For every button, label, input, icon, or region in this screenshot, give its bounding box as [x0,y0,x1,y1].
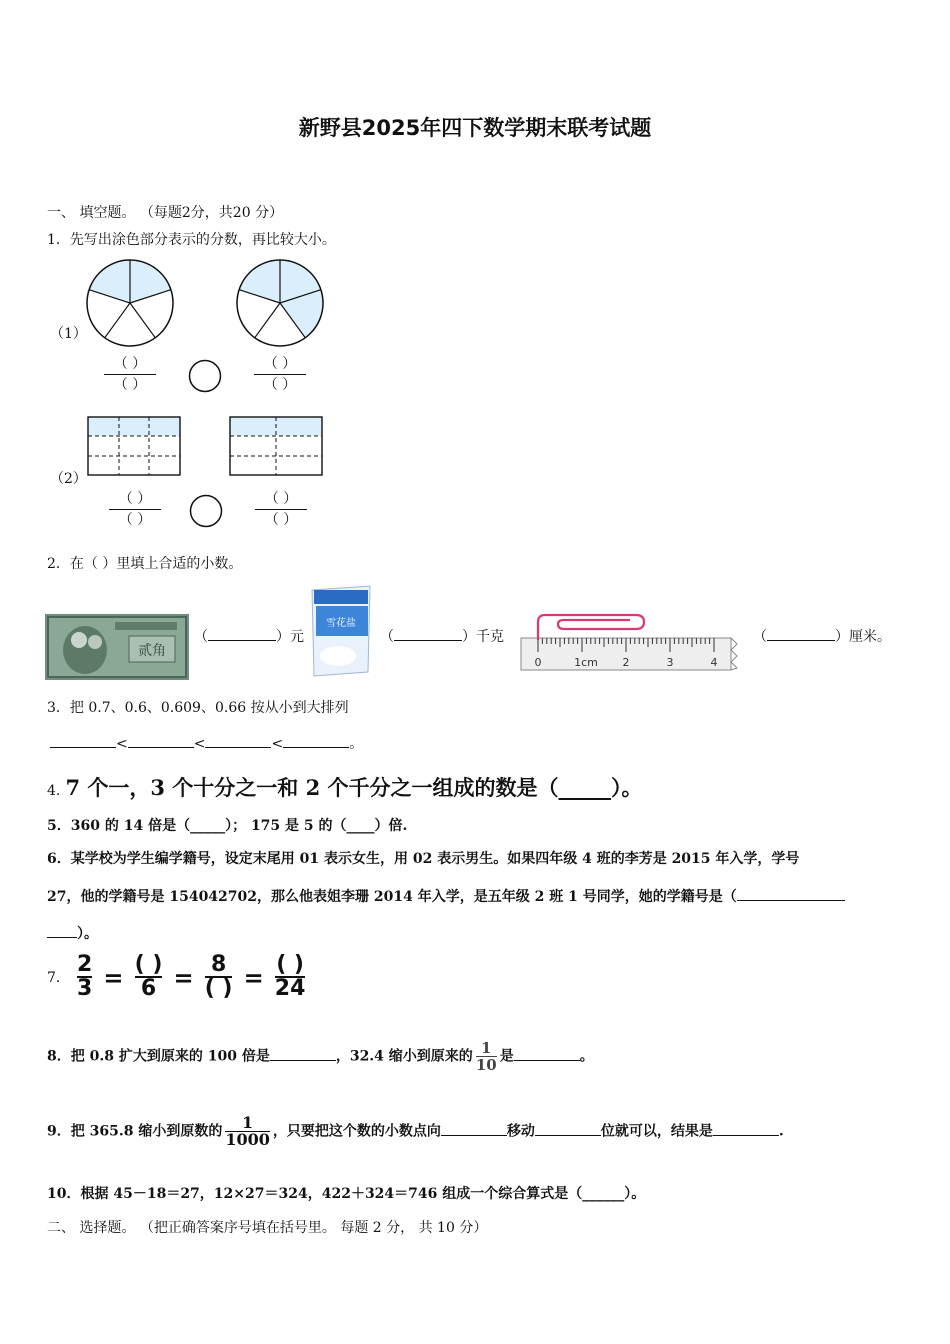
question-1-label-1: （1） [50,326,87,342]
paperclip [538,615,644,640]
blank-kg[interactable]: （ ）千克 [380,629,504,645]
ruler-tick-label: 2 [622,656,630,669]
question-6-line-1: 6．某学校为学生编学籍号，设定末尾用 01 表示女生，用 02 表示男生。如果四年级 4 班的李芳是 2015 年入学，学号 [47,851,800,867]
page-title: 新野县2025年四下数学期末联考试题 [298,116,652,140]
fraction-blank[interactable]: （ ） （ ） [102,355,158,394]
question-9-blank-2[interactable] [535,1135,601,1136]
compare-circle[interactable] [188,493,224,529]
q8-fraction: $\frac{1}{10}$ [475,1039,497,1074]
ruler-tick-label: 0 [534,656,542,669]
ruler-paperclip-image [518,612,738,674]
question-9-blank-3[interactable] [713,1135,779,1136]
question-6-line-3: ）。 [47,923,98,943]
question-9-blank-1[interactable] [441,1135,507,1136]
compare-circle[interactable] [187,358,223,394]
ruler-tick-label: 4 [710,656,718,669]
question-10-text: 10．根据 45－18＝27，12×27＝324，422＋324＝746 组成一个综合算式是（______）。 [47,1186,646,1202]
fraction-blank[interactable]: （ ） （ ） [253,490,309,529]
question-5-text: 5．360 的 14 倍是（_____）； 175 是 5 的（____）倍. [47,818,408,834]
question-7: 7． $\frac{2}{3}$ = ( ) 6 = 8 ( ) = ( ) 24 [47,952,306,1001]
q7-fraction-2[interactable]: ( ) 6 [134,952,163,1001]
banknote-text: 贰角 [138,643,166,659]
pie-figure-left [85,258,175,348]
question-8-blank-2[interactable] [514,1060,580,1061]
question-4-number: 4. [47,783,61,799]
question-4 [47,772,643,802]
blank-yuan[interactable]: （ ）元 [194,629,304,645]
question-6-blank-cont[interactable] [47,937,77,938]
question-8-blank-1[interactable] [270,1060,336,1061]
question-1-label-2: （2） [50,471,87,487]
fraction-blank[interactable]: （ ） （ ） [107,490,163,529]
pie-figure-right [235,258,325,348]
question-2-text: 2．在（ ）里填上合适的小数。 [47,556,243,572]
question-3-answer-line[interactable]: < < < 。 [50,733,363,753]
fraction-blank[interactable]: （ ） （ ） [252,355,308,394]
salt-bag-label: 雪花盐 [326,618,356,629]
question-9: 9．把 365.8 缩小到原数的 $\frac{1}{1000}$ ，只要把这个数的小数点向 移动 位就可以，结果是 . [47,1113,784,1149]
section-2-heading: 二、 选择题。 （把正确答案序号填在括号里。 每题 2 分， 共 10 分） [47,1220,488,1236]
grid-figure-right [229,416,325,478]
banknote-image [45,614,189,680]
q7-fraction-3[interactable]: 8 ( ) [204,952,233,1001]
ruler-tick-label: 1cm [574,656,598,669]
question-6-blank[interactable] [737,900,845,901]
ruler-tick-label: 3 [666,656,674,669]
question-6-line-2: 27，他的学籍号是 154042702，那么他表姐李珊 2014 年入学，是五年级 2 班 1 号同学，她的学籍号是（ [47,886,845,906]
q7-fraction-1: $\frac{2}{3}$ [77,952,93,1001]
question-4-text: 7 个一，3 个十分之一和 2 个千分之一组成的数是（_____）。 [65,775,643,800]
question-8: 8．把 0.8 扩大到原来的 100 倍是 ，32.4 缩小到原来的 $\frac{1}{10}$ 是 。 [47,1039,594,1074]
q9-fraction: $\frac{1}{1000}$ [225,1113,270,1149]
question-1-text: 1．先写出涂色部分表示的分数，再比较大小。 [47,232,336,248]
salt-bag-image [308,584,374,678]
q7-fraction-4[interactable]: ( ) 24 [274,952,306,1001]
grid-figure-left [87,416,183,478]
question-3-text: 3．把 0.7、0.6、0.609、0.66 按从小到大排列 [47,700,349,716]
section-1-heading: 一、 填空题。 （每题2分，共20 分） [47,205,284,221]
blank-cm[interactable]: （ ）厘米。 [753,629,891,645]
